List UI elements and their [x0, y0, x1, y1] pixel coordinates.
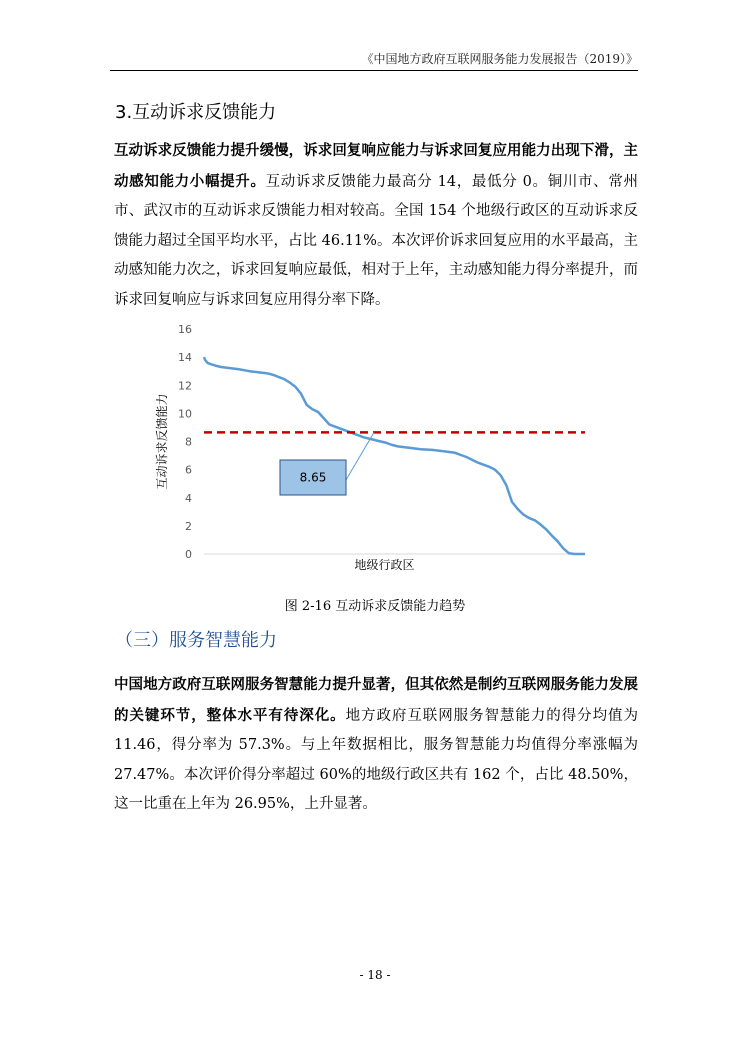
y-tick-label: 4 — [185, 491, 192, 505]
paragraph-body: 互动诉求反馈能力最高分 14，最低分 0。铜川市、常州市、武汉市的互动诉求反馈能力相对较高。全国 154 个地级行政区的互动诉求反馈能力超过全国平均水平，占比 46.11%。本次评价诉求回复应用的水平最高，主动感知能力次之，诉求回复响应最低，相对于上年，主动感知能力得分率提升，而诉求回复响应与诉求回复应用得分率下降。 — [114, 173, 638, 308]
trend-chart — [150, 318, 600, 578]
subsection-heading: （三）服务智慧能力 — [115, 630, 277, 651]
y-tick-label: 14 — [178, 351, 192, 365]
y-tick-label: 2 — [185, 519, 192, 533]
paragraph-body: 地方政府互联网服务智慧能力的得分均值为 11.46，得分率为 57.3%。与上年数据相比，服务智慧能力均值得分率涨幅为 27.47%。本次评价得分率超过 60%的地级行政区共有 162 个，占比 48.50%，这一比重在上年为 26.95%，上升显著。 — [114, 707, 639, 812]
paragraph-service-intelligence — [114, 670, 638, 820]
y-tick-label: 12 — [178, 379, 192, 393]
callout-leader-line — [346, 432, 374, 480]
running-header: 《中国地方政府互联网服务能力发展报告（2019）》 — [361, 52, 638, 66]
header-rule — [110, 70, 638, 71]
page-number: - 18 - — [359, 968, 391, 982]
average-callout-label: 8.65 — [299, 470, 327, 485]
figure-caption: 图 2-16 互动诉求反馈能力趋势 — [284, 599, 466, 614]
series-line — [204, 357, 585, 554]
section-heading: 3.互动诉求反馈能力 — [115, 102, 277, 123]
y-tick-label: 8 — [185, 435, 192, 449]
y-axis-label: 互动诉求反馈能力 — [155, 393, 169, 490]
paragraph-lead: 互动诉求反馈能力提升缓慢，诉求回复响应能力与诉求回复应用能力出现下滑，主动感知能力小幅提升。 — [114, 142, 638, 190]
y-tick-label: 16 — [178, 323, 192, 336]
x-axis-label: 地级行政区 — [354, 558, 415, 572]
y-tick-label: 6 — [185, 463, 192, 477]
y-tick-label: 10 — [178, 407, 192, 421]
y-tick-label: 0 — [185, 548, 192, 561]
paragraph-interaction-feedback — [114, 136, 638, 315]
paragraph-lead: 中国地方政府互联网服务智慧能力提升显著，但其依然是制约互联网服务能力发展的关键环节，整体水平有待深化。 — [114, 676, 638, 724]
